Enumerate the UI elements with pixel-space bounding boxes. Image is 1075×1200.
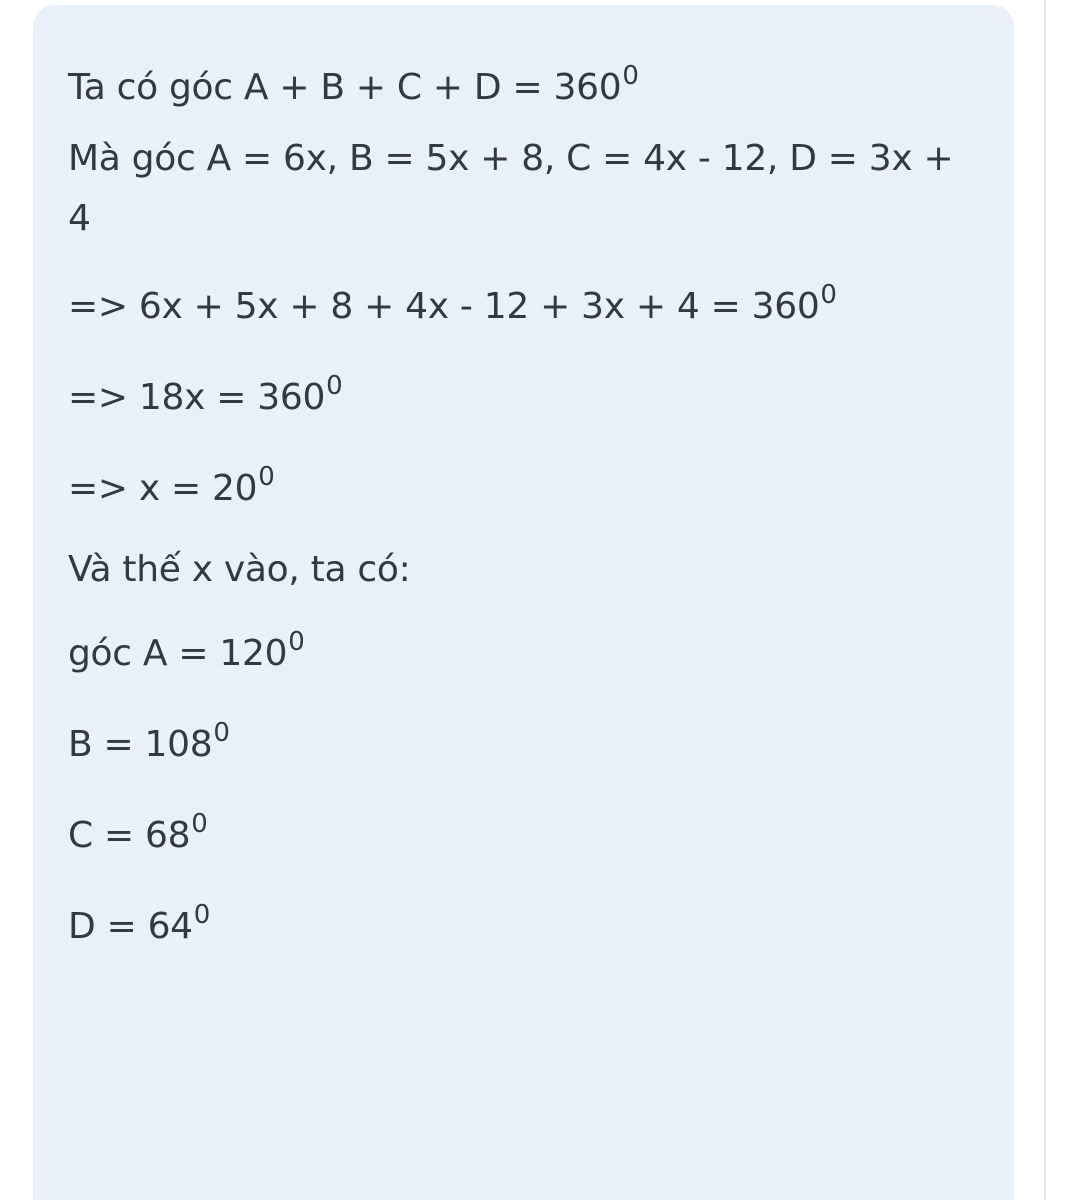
superscript: 0: [820, 280, 837, 310]
equation-line: [68, 806, 988, 869]
equation-line: [68, 368, 988, 431]
equation-text: => 18x = 360: [68, 377, 326, 418]
superscript: 0: [258, 462, 275, 492]
superscript: 0: [213, 718, 230, 748]
equation-line: [68, 715, 988, 778]
equation-text: B = 108: [68, 724, 213, 765]
equation-text: Mà góc A = 6x, B = 5x + 8, C = 4x - 12, D = 3x + 4: [68, 138, 954, 239]
equation-line: [68, 624, 988, 687]
equation-text: => x = 20: [68, 468, 258, 509]
equation-line: [68, 58, 988, 121]
scroll-divider: [1044, 0, 1046, 1200]
equation-text: => 6x + 5x + 8 + 4x - 12 + 3x + 4 = 360: [68, 286, 820, 327]
equation-line: [68, 129, 983, 249]
superscript: 0: [326, 371, 343, 401]
superscript: 0: [288, 627, 305, 657]
equation-text: Và thế x vào, ta có:: [68, 549, 411, 590]
equation-text: D = 64: [68, 906, 193, 947]
answer-content: [68, 58, 988, 960]
equation-line: [68, 540, 988, 600]
equation-text: Ta có góc A + B + C + D = 360: [68, 67, 622, 108]
superscript: 0: [193, 900, 211, 930]
equation-text: góc A = 120: [68, 633, 288, 674]
equation-line: [68, 897, 988, 960]
equation-line: [68, 277, 988, 340]
superscript: 0: [622, 61, 639, 91]
equation-line: [68, 459, 988, 522]
equation-text: C = 68: [68, 815, 191, 856]
superscript: 0: [191, 809, 208, 839]
